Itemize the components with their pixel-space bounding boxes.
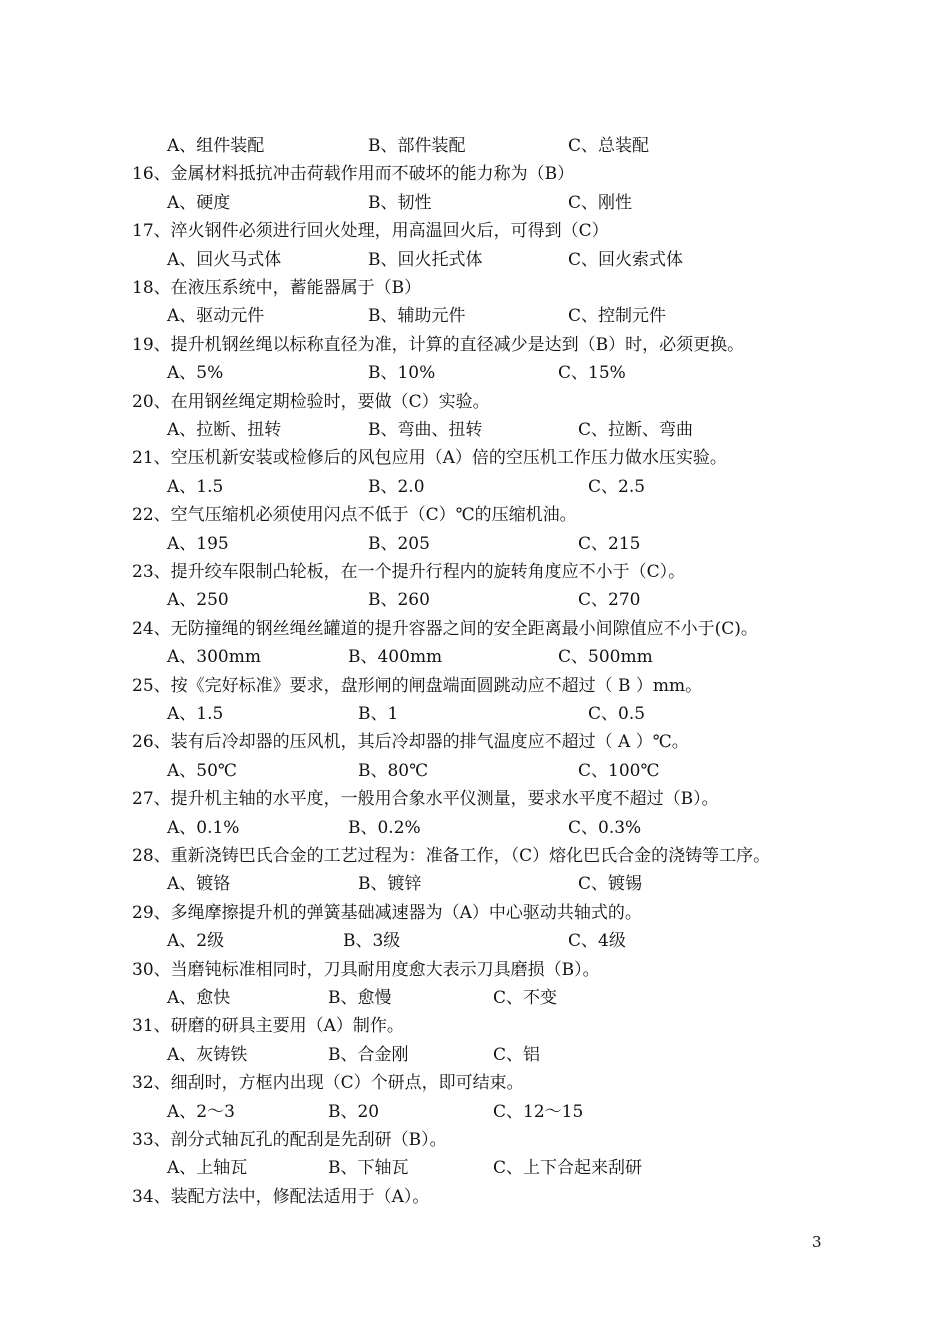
answer-options — [0, 246, 950, 274]
answer-options — [0, 530, 950, 558]
option-b: B、弯曲、扭转 — [368, 420, 483, 440]
question-stem: 33、剖分式轴瓦孔的配刮是先刮研（B）。 — [132, 1130, 447, 1150]
question-stem: 16、金属材料抵抗冲击荷载作用而不破坏的能力称为（B） — [132, 164, 575, 184]
option-b: B、辅助元件 — [368, 306, 466, 326]
option-b: B、镀锌 — [358, 874, 422, 894]
option-b: B、2.0 — [368, 477, 425, 497]
option-c: C、4级 — [568, 931, 626, 951]
option-a: A、镀铬 — [167, 874, 231, 894]
option-a: A、上轴瓦 — [167, 1158, 248, 1178]
answer-options — [0, 757, 950, 785]
option-c: C、100℃ — [578, 761, 660, 781]
option-c: C、2.5 — [588, 477, 646, 497]
option-c: C、215 — [578, 534, 641, 554]
question-stem: 31、研磨的研具主要用（A）制作。 — [132, 1016, 404, 1036]
option-c: C、拉断、弯曲 — [578, 420, 694, 440]
option-b: B、1 — [358, 704, 399, 724]
option-a: A、300mm — [167, 647, 261, 667]
option-c: C、铝 — [493, 1045, 541, 1065]
option-a: A、0.1% — [167, 818, 240, 838]
option-c: C、15% — [558, 363, 626, 383]
question-stem: 21、空压机新安装或检修后的风包应用（A）倍的空压机工作压力做水压实验。 — [132, 448, 727, 468]
option-a: A、愈快 — [167, 988, 231, 1008]
option-b: B、韧性 — [368, 193, 432, 213]
option-a: A、250 — [167, 590, 229, 610]
question-stem: 24、无防撞绳的钢丝绳丝罐道的提升容器之间的安全距离最小间隙值应不小于(C)。 — [132, 619, 758, 639]
question-stem: 22、空气压缩机必须使用闪点不低于（C）℃的压缩机油。 — [132, 505, 577, 525]
answer-options — [0, 359, 950, 387]
question-stem: 19、提升机钢丝绳以标称直径为准，计算的直径减少是达到（B）时，必须更换。 — [132, 335, 745, 355]
option-a: A、5% — [167, 363, 224, 383]
option-a: A、2～3 — [167, 1102, 235, 1122]
question-stem: 17、淬火钢件必须进行回火处理，用高温回火后，可得到（C） — [132, 221, 609, 241]
option-a: A、50℃ — [167, 761, 237, 781]
option-b: B、205 — [368, 534, 430, 554]
answer-options — [0, 927, 950, 955]
option-a: A、回火马式体 — [167, 250, 282, 270]
question-stem: 20、在用钢丝绳定期检验时，要做（C）实验。 — [132, 392, 490, 412]
option-c: C、270 — [578, 590, 641, 610]
answer-options — [0, 302, 950, 330]
answer-options — [0, 814, 950, 842]
answer-options — [0, 586, 950, 614]
option-b: B、20 — [328, 1102, 380, 1122]
question-stem: 25、按《完好标准》要求，盘形闸的闸盘端面圆跳动应不超过（ B ）mm。 — [132, 676, 703, 696]
answer-options — [0, 189, 950, 217]
answer-options — [0, 132, 950, 160]
answer-options — [0, 473, 950, 501]
question-stem: 23、提升绞车限制凸轮板，在一个提升行程内的旋转角度应不小于（C）。 — [132, 562, 686, 582]
option-b: B、合金刚 — [328, 1045, 409, 1065]
answer-options — [0, 416, 950, 444]
question-stem: 34、装配方法中，修配法适用于（A）。 — [132, 1187, 430, 1207]
option-c: C、上下合起来刮研 — [493, 1158, 643, 1178]
page-number: 3 — [812, 1233, 822, 1251]
option-c: C、控制元件 — [568, 306, 667, 326]
question-stem: 27、提升机主轴的水平度，一般用合象水平仪测量，要求水平度不超过（B）。 — [132, 789, 719, 809]
option-b: B、10% — [368, 363, 436, 383]
option-b: B、愈慢 — [328, 988, 392, 1008]
option-c: C、500mm — [558, 647, 653, 667]
question-stem: 26、装有后冷却器的压风机，其后冷却器的排气温度应不超过（ A ）℃。 — [132, 732, 689, 752]
option-c: C、回火索式体 — [568, 250, 684, 270]
option-c: C、0.3% — [568, 818, 642, 838]
question-stem: 32、细刮时，方框内出现（C）个研点，即可结束。 — [132, 1073, 524, 1093]
answer-options — [0, 984, 950, 1012]
question-stem: 29、多绳摩擦提升机的弹簧基础减速器为（A）中心驱动共轴式的。 — [132, 903, 642, 923]
answer-options — [0, 1098, 950, 1126]
option-c: C、0.5 — [588, 704, 646, 724]
option-b: B、0.2% — [348, 818, 421, 838]
answer-options — [0, 1041, 950, 1069]
question-stem: 30、当磨钝标准相同时，刀具耐用度愈大表示刀具磨损（B）。 — [132, 960, 600, 980]
answer-options — [0, 870, 950, 898]
question-stem: 28、重新浇铸巴氏合金的工艺过程为：准备工作，（C）熔化巴氏合金的浇铸等工序。 — [132, 846, 771, 866]
option-a: A、灰铸铁 — [167, 1045, 248, 1065]
option-a: A、2级 — [167, 931, 225, 951]
option-a: A、拉断、扭转 — [167, 420, 282, 440]
option-c: C、镀锡 — [578, 874, 643, 894]
option-b: B、3级 — [343, 931, 401, 951]
option-b: B、下轴瓦 — [328, 1158, 409, 1178]
option-c: C、不变 — [493, 988, 558, 1008]
question-stem: 18、在液压系统中，蓄能器属于（B） — [132, 278, 422, 298]
option-c: C、总装配 — [568, 136, 650, 156]
option-b: B、部件装配 — [368, 136, 466, 156]
option-a: A、1.5 — [167, 477, 224, 497]
option-a: A、硬度 — [167, 193, 231, 213]
option-b: B、回火托式体 — [368, 250, 483, 270]
option-b: B、400mm — [348, 647, 443, 667]
option-a: A、1.5 — [167, 704, 224, 724]
option-b: B、260 — [368, 590, 430, 610]
answer-options — [0, 1154, 950, 1182]
option-c: C、刚性 — [568, 193, 633, 213]
answer-options — [0, 700, 950, 728]
option-b: B、80℃ — [358, 761, 429, 781]
option-c: C、12～15 — [493, 1102, 584, 1122]
option-a: A、驱动元件 — [167, 306, 265, 326]
answer-options — [0, 643, 950, 671]
option-a: A、组件装配 — [167, 136, 265, 156]
option-a: A、195 — [167, 534, 229, 554]
